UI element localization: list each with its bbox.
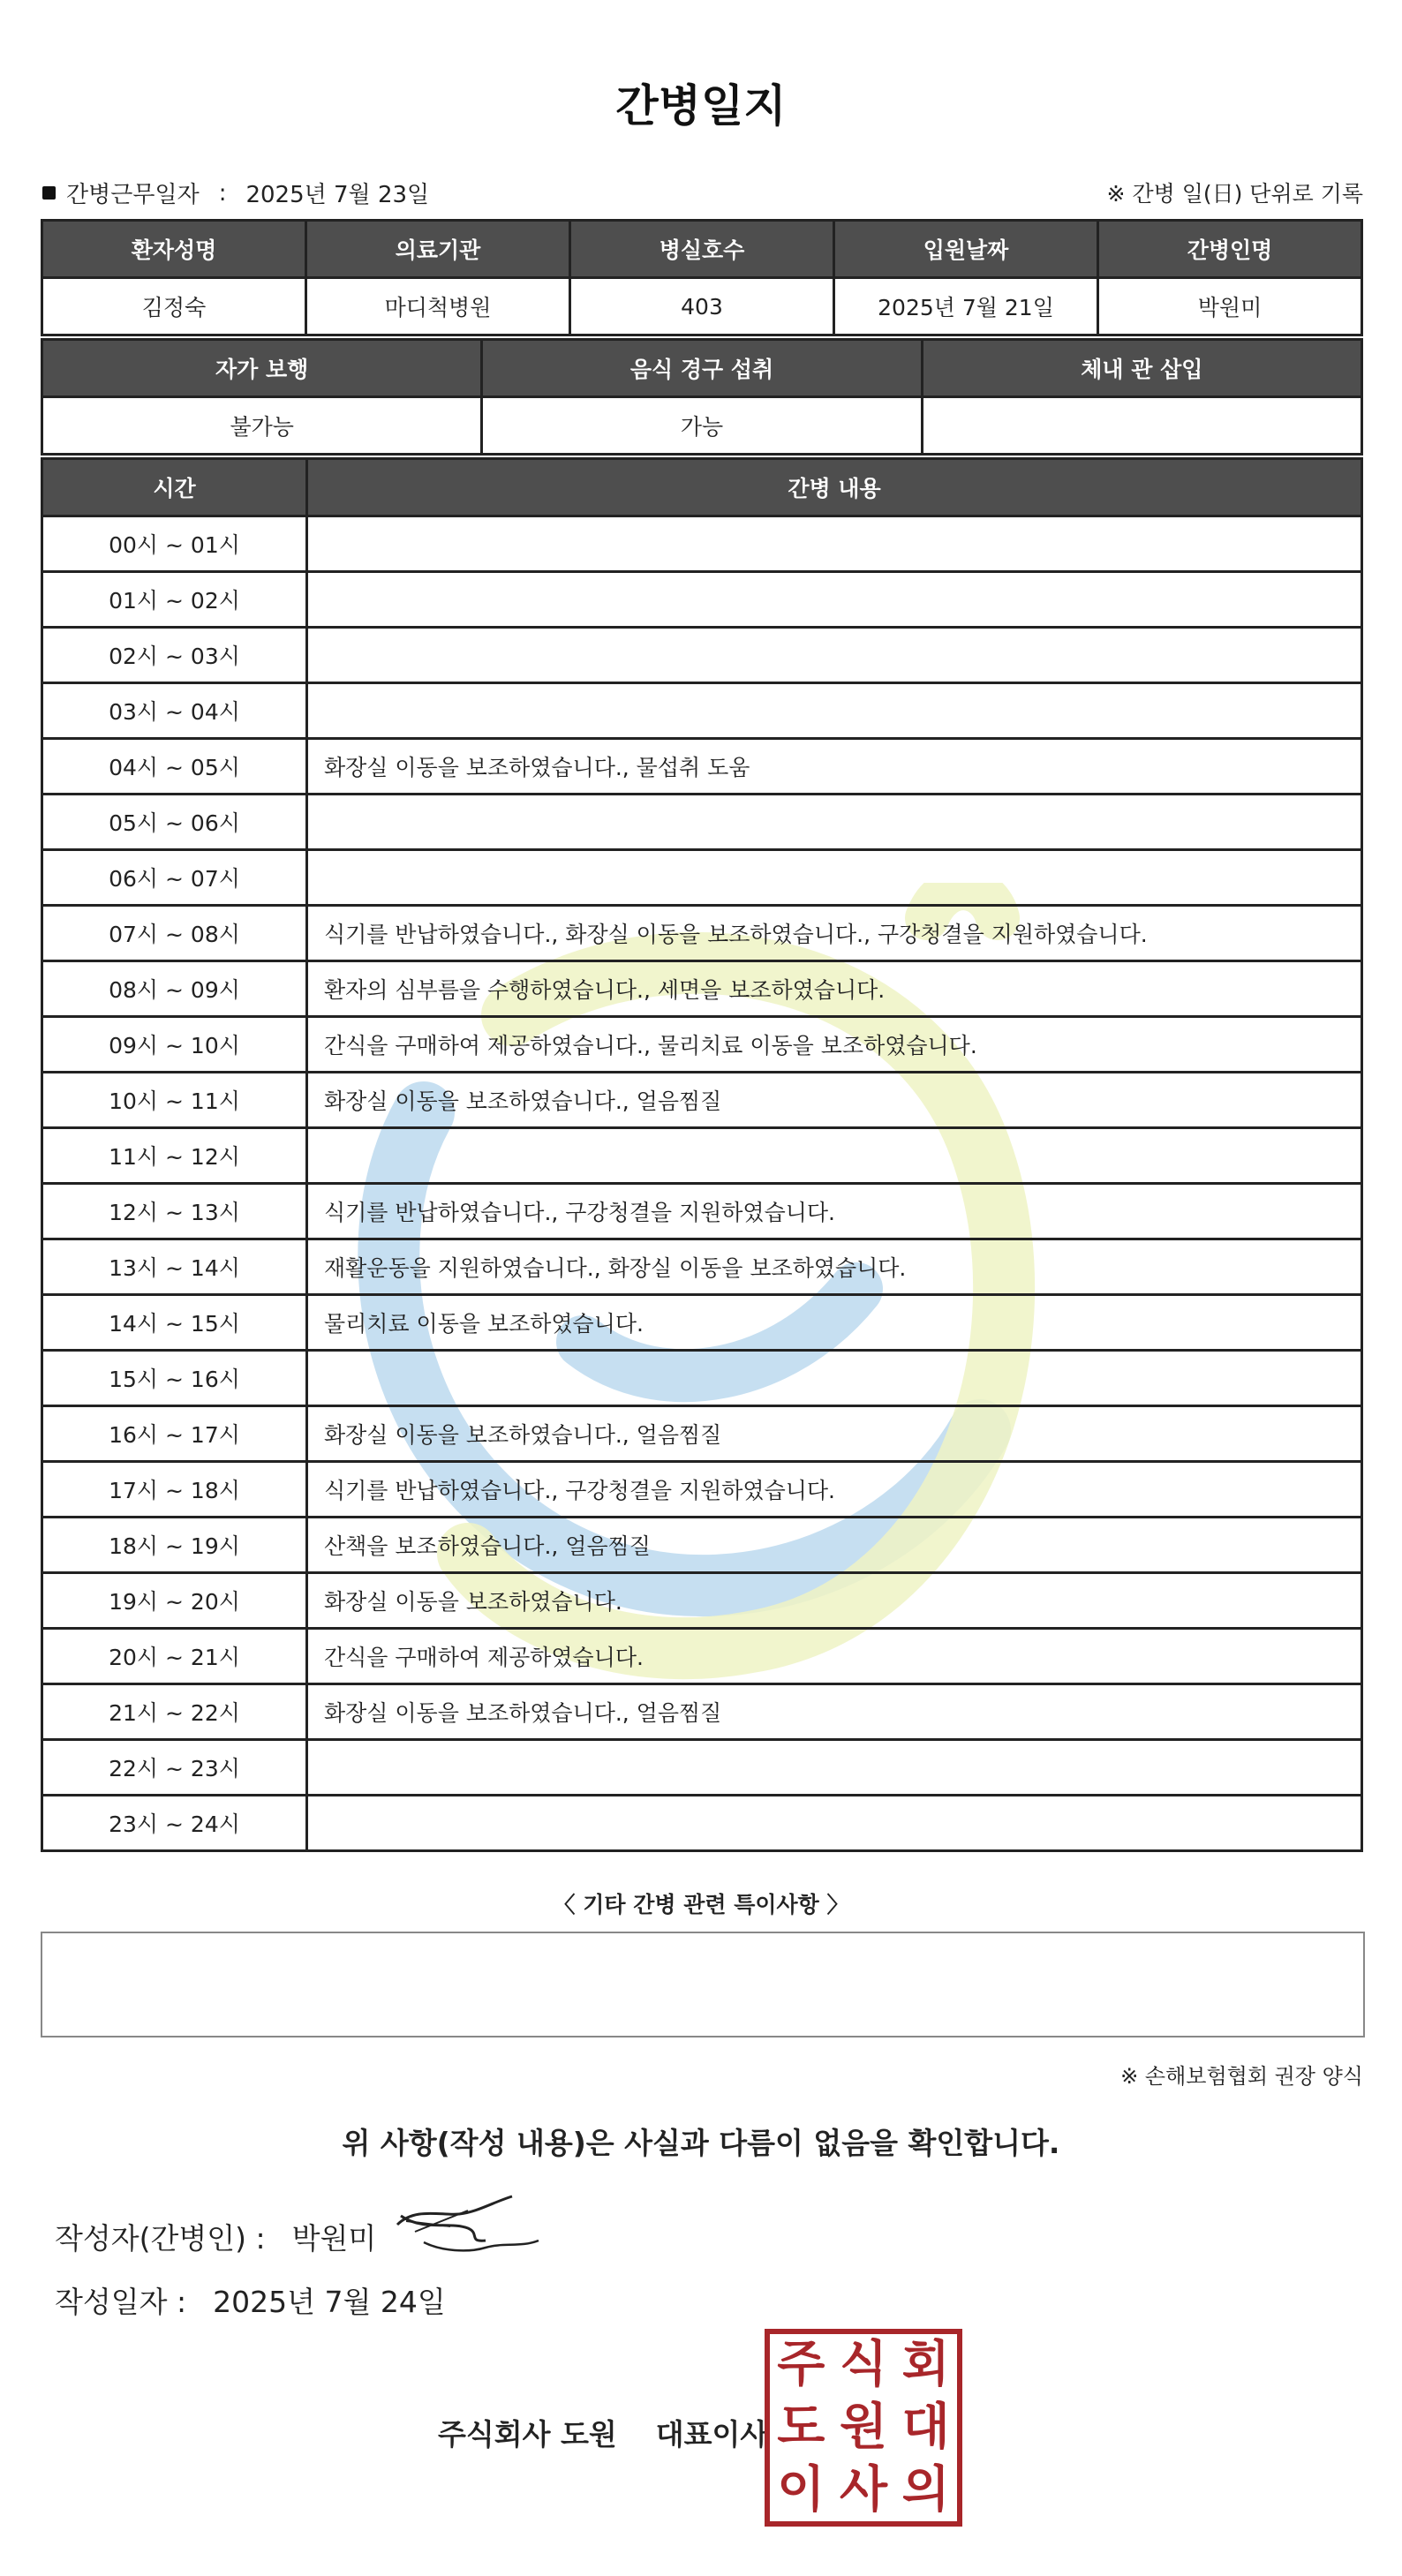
time-slot: 19시 ~ 20시 [42, 1573, 307, 1629]
seal-char: 사 [839, 2460, 888, 2519]
square-bullet-icon [42, 186, 56, 200]
work-date-label: 간병근무일자 [66, 182, 200, 208]
room-number: 403 [570, 278, 834, 335]
time-slot: 17시 ~ 18시 [42, 1462, 307, 1518]
care-content [307, 795, 1362, 850]
confirmation-statement: 위 사항(작성 내용)은 사실과 다름이 없음을 확인합니다. [342, 2126, 1060, 2160]
written-date-value: 2025년 7월 24일 [213, 2285, 446, 2319]
table-row [42, 628, 1362, 683]
time-slot: 01시 ~ 02시 [42, 572, 307, 628]
time-slot: 10시 ~ 11시 [42, 1073, 307, 1128]
table-row [42, 961, 1362, 1017]
care-content [307, 516, 1362, 572]
care-content [307, 572, 1362, 628]
table-row [42, 1017, 1362, 1073]
header-time: 시간 [42, 459, 307, 516]
care-content [307, 1796, 1362, 1851]
seal-char: 주 [777, 2336, 825, 2394]
care-content: 식기를 반납하였습니다., 화장실 이동을 보조하였습니다., 구강청결을 지원하였습니다. [307, 906, 1362, 961]
time-slot: 16시 ~ 17시 [42, 1406, 307, 1462]
seal-char: 이 [777, 2460, 825, 2519]
tube-insertion-value [922, 397, 1361, 455]
care-content: 식기를 반납하였습니다., 구강청결을 지원하였습니다. [307, 1462, 1362, 1518]
company-seal-stamp [765, 2329, 962, 2527]
time-slot: 02시 ~ 03시 [42, 628, 307, 683]
care-content: 환자의 심부름을 수행하였습니다., 세면을 보조하였습니다. [307, 961, 1362, 1017]
care-content: 재활운동을 지원하였습니다., 화장실 이동을 보조하였습니다. [307, 1239, 1362, 1295]
table-row [42, 1740, 1362, 1796]
admission-date: 2025년 7월 21일 [834, 278, 1098, 335]
care-content: 화장실 이동을 보조하였습니다., 얼음찜질 [307, 1684, 1362, 1740]
table-row [42, 1406, 1362, 1462]
header-self-walking: 자가 보행 [42, 340, 482, 397]
table-row [42, 1239, 1362, 1295]
care-content: 화장실 이동을 보조하였습니다., 물섭취 도움 [307, 739, 1362, 795]
work-date-separator: : [218, 179, 227, 207]
seal-char: 대 [901, 2398, 950, 2456]
table-row [42, 1073, 1362, 1128]
patient-status-table [41, 338, 1363, 456]
other-notes-title: 〈 기타 간병 관련 특이사항 〉 [553, 1892, 849, 1917]
header-patient-name: 환자성명 [42, 221, 306, 278]
writer-name: 박원미 [291, 2221, 377, 2256]
table-row [42, 850, 1362, 906]
time-slot: 15시 ~ 16시 [42, 1351, 307, 1406]
header-oral-intake: 음식 경구 섭취 [482, 340, 922, 397]
time-slot: 21시 ~ 22시 [42, 1684, 307, 1740]
daily-record-note: ※ 간병 일(日) 단위로 기록 [1106, 181, 1363, 207]
table-row [42, 1629, 1362, 1684]
company-name: 주식회사 도원 [438, 2417, 617, 2452]
time-slot: 05시 ~ 06시 [42, 795, 307, 850]
time-slot: 03시 ~ 04시 [42, 683, 307, 739]
written-date-label: 작성일자 : [55, 2285, 187, 2319]
time-slot: 18시 ~ 19시 [42, 1518, 307, 1573]
time-slot: 11시 ~ 12시 [42, 1128, 307, 1184]
table-row [42, 739, 1362, 795]
care-content [307, 850, 1362, 906]
work-date [42, 177, 429, 209]
written-date-line [55, 2279, 446, 2321]
care-content [307, 628, 1362, 683]
time-slot: 06시 ~ 07시 [42, 850, 307, 906]
time-slot: 22시 ~ 23시 [42, 1740, 307, 1796]
care-content [307, 1740, 1362, 1796]
table-row [42, 795, 1362, 850]
time-slot: 08시 ~ 09시 [42, 961, 307, 1017]
care-content [307, 683, 1362, 739]
time-slot: 09시 ~ 10시 [42, 1017, 307, 1073]
recommended-form-note: ※ 손해보험협회 권장 양식 [1120, 2064, 1363, 2089]
care-content: 산책을 보조하였습니다., 얼음찜질 [307, 1518, 1362, 1573]
company-signature-line [438, 2412, 768, 2453]
table-row [42, 1796, 1362, 1851]
table-row [42, 572, 1362, 628]
writer-line [55, 2216, 376, 2257]
table-row [42, 1351, 1362, 1406]
time-slot: 23시 ~ 24시 [42, 1796, 307, 1851]
care-content [307, 1128, 1362, 1184]
table-row [42, 1184, 1362, 1239]
care-content: 화장실 이동을 보조하였습니다., 얼음찜질 [307, 1073, 1362, 1128]
table-row [42, 1573, 1362, 1629]
care-content: 식기를 반납하였습니다., 구강청결을 지원하였습니다. [307, 1184, 1362, 1239]
time-slot: 20시 ~ 21시 [42, 1629, 307, 1684]
caregiver-name: 박원미 [1098, 278, 1362, 335]
header-room: 병실호수 [570, 221, 834, 278]
seal-char: 식 [839, 2336, 888, 2394]
care-content: 물리치료 이동을 보조하였습니다. [307, 1295, 1362, 1351]
care-content: 간식을 구매하여 제공하였습니다. [307, 1629, 1362, 1684]
self-walking-value: 불가능 [42, 397, 482, 455]
care-content: 간식을 구매하여 제공하였습니다., 물리치료 이동을 보조하였습니다. [307, 1017, 1362, 1073]
table-row [42, 1295, 1362, 1351]
care-log-table [41, 457, 1363, 1852]
time-slot: 00시 ~ 01시 [42, 516, 307, 572]
table-row [42, 1518, 1362, 1573]
time-slot: 14시 ~ 15시 [42, 1295, 307, 1351]
table-row [42, 683, 1362, 739]
table-row [42, 516, 1362, 572]
care-content: 화장실 이동을 보조하였습니다., 얼음찜질 [307, 1406, 1362, 1462]
company-representative: 대표이사 [655, 2417, 769, 2452]
care-content [307, 1351, 1362, 1406]
hospital-name: 마디척병원 [306, 278, 570, 335]
header-care-content: 간병 내용 [307, 459, 1362, 516]
header-hospital: 의료기관 [306, 221, 570, 278]
work-date-value: 2025년 7월 23일 [245, 182, 430, 208]
table-row [42, 1684, 1362, 1740]
seal-char: 회 [901, 2336, 950, 2394]
time-slot: 07시 ~ 08시 [42, 906, 307, 961]
table-row [42, 1462, 1362, 1518]
header-admission-date: 입원날짜 [834, 221, 1098, 278]
other-notes-box [41, 1932, 1365, 2037]
time-slot: 04시 ~ 05시 [42, 739, 307, 795]
patient-name: 김정숙 [42, 278, 306, 335]
writer-label: 작성자(간병인) : [55, 2221, 266, 2256]
time-slot: 12시 ~ 13시 [42, 1184, 307, 1239]
time-slot: 13시 ~ 14시 [42, 1239, 307, 1295]
care-content: 화장실 이동을 보조하였습니다. [307, 1573, 1362, 1629]
document-title: 간병일지 [615, 80, 787, 132]
patient-info-table [41, 219, 1363, 336]
header-caregiver: 간병인명 [1098, 221, 1362, 278]
seal-char: 원 [839, 2398, 888, 2456]
table-row [42, 906, 1362, 961]
seal-char: 의 [901, 2460, 950, 2519]
signature [388, 2189, 547, 2260]
header-tube-insertion: 체내 관 삽입 [922, 340, 1361, 397]
oral-intake-value: 가능 [482, 397, 922, 455]
seal-char: 도 [777, 2398, 825, 2456]
table-row [42, 1128, 1362, 1184]
